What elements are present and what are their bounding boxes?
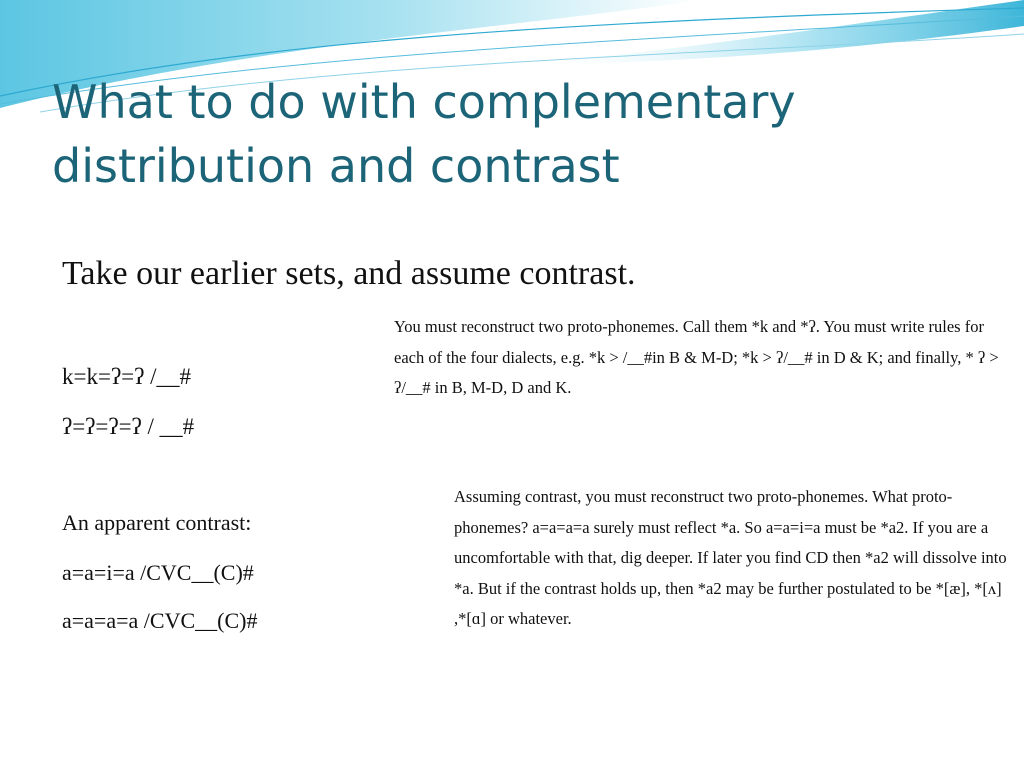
apparent-set-line-2: a=a=a=a /CVC__(C)# <box>62 608 258 633</box>
set-line-1: k=k=ʔ=ʔ /__# <box>62 364 191 389</box>
apparent-contrast-label: An apparent contrast: <box>62 510 252 535</box>
slide-subtitle: Take our earlier sets, and assume contrast. <box>62 255 636 292</box>
apparent-set-line-1: a=a=i=a /CVC__(C)# <box>62 560 254 585</box>
reconstruction-note: You must reconstruct two proto-phonemes. Call them *k and *ʔ. You must write rules for each of the four dialects, e.g. *k > /__#in B & M-D; *k > ʔ/__# in D & K; and finally, * ʔ > ʔ/__# in B, M-D, D and K. <box>394 317 999 397</box>
contrast-note: Assuming contrast, you must reconstruct two proto-phonemes. What proto-phonemes? a=a=a=a surely must reflect *a. So a=a=i=a must be *a2. If you are a uncomfortable with that, dig deeper. If later you find CD then *a2 will dissolve into *a. But if the contrast holds up, then *a2 may be further postulated to be *[æ], *[ʌ] ,*[ɑ] or whatever. <box>454 487 1007 628</box>
slide-title <box>52 70 992 198</box>
title-line-1: What to do with complementary <box>52 75 796 129</box>
set-line-2: ʔ=ʔ=ʔ=ʔ / __# <box>62 414 195 439</box>
title-line-2: distribution and contrast <box>52 139 620 193</box>
